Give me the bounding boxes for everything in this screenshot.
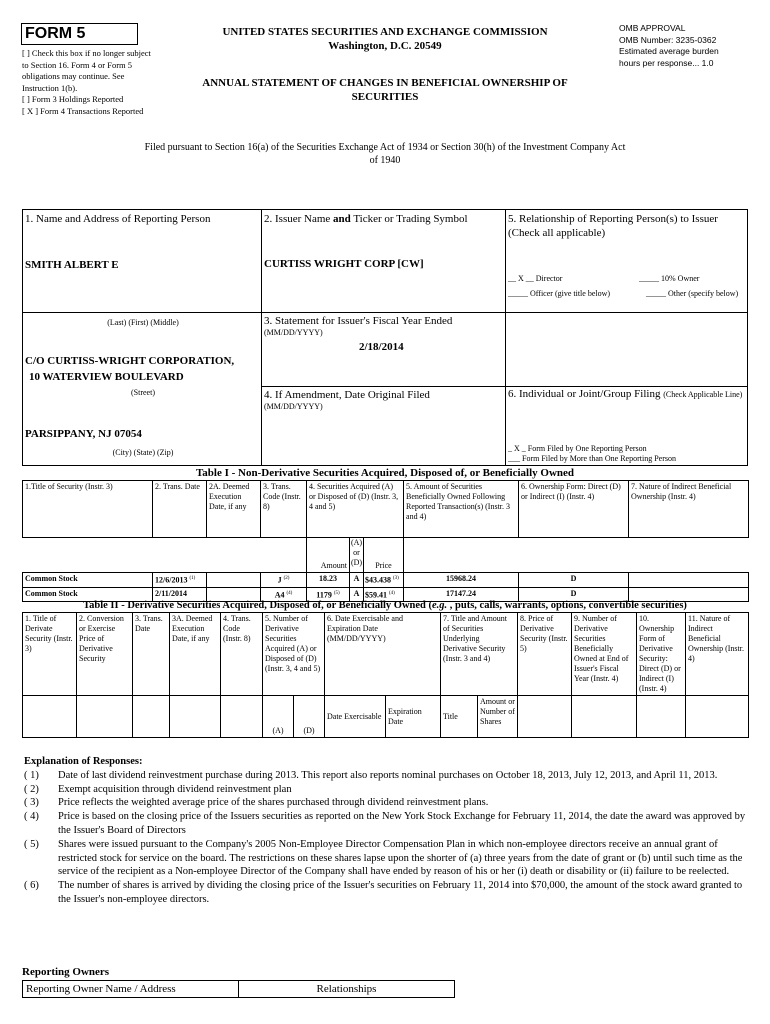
- rel-officer: _____ Officer (give title below): [508, 289, 611, 298]
- row-date: 2/11/2014: [153, 587, 207, 602]
- address-box: [22, 312, 262, 466]
- t2-sub-expiration: Expiration Date: [386, 696, 441, 738]
- relationship-box: [505, 209, 748, 313]
- t2-header-conversion: 2. Conversion or Exercise Price of Derivative Security: [77, 613, 133, 696]
- row-code-value: A4: [274, 590, 285, 600]
- footnote-number: ( 2): [24, 783, 39, 795]
- row-date-value: 12/6/2013: [155, 575, 188, 585]
- list-item: [24, 796, 754, 810]
- rel-other: _____ Other (specify below): [646, 289, 739, 298]
- row-deemed: [207, 573, 261, 588]
- t2-sub-a: (A): [263, 696, 294, 738]
- row-title: Common Stock: [23, 587, 153, 602]
- amendment-box: [261, 386, 506, 466]
- row-amount-value: 1179: [316, 590, 332, 600]
- street-label: (Street): [131, 388, 155, 397]
- owner-name-header: Reporting Owner Name / Address: [23, 981, 239, 998]
- fiscal-year-box: [261, 312, 506, 387]
- t2-sub-exercisable: Date Exercisable: [325, 696, 386, 738]
- t1-sub-amount: Amount: [307, 538, 350, 573]
- footnote-ref: (3): [393, 576, 399, 581]
- row-price-value: $59.41: [365, 590, 387, 600]
- filing-label: 6. Individual or Joint/Group Filing: [508, 388, 661, 400]
- row-form: D: [519, 573, 629, 588]
- check-notes: [22, 48, 152, 118]
- t1-header-acquired: 4. Securities Acquired (A) or Disposed of (D) (Instr. 3, 4 and 5): [307, 481, 404, 538]
- footnote-number: ( 3): [24, 797, 39, 809]
- t2-header-code: 4. Trans. Code (Instr. 8): [221, 613, 263, 696]
- table1-title: Table I - Non-Derivative Securities Acquired, Disposed of, or Beneficially Owned: [195, 467, 575, 479]
- t1-sub-price: Price: [364, 538, 404, 573]
- table2-title-b: , puts, calls, warrants, options, convertible securities): [447, 600, 687, 611]
- table2-title-a: Table II - Derivative Securities Acquired, Disposed of, or Beneficially Owned (: [83, 600, 432, 611]
- t1-header-deemed: 2A. Deemed Execution Date, if any: [207, 481, 261, 538]
- row-nature: [629, 573, 749, 588]
- relationship-label: 5. Relationship of Reporting Person(s) to Issuer (Check all applicable): [508, 213, 718, 239]
- footnote-number: ( 1): [24, 769, 39, 781]
- t2-header-underlying: 7. Title and Amount of Securities Underlying Derivative Security (Instr. 3 and 4): [441, 613, 518, 696]
- name-label: 1. Name and Address of Reporting Person: [25, 213, 211, 225]
- issuer-name: CURTISS WRIGHT CORP [CW]: [264, 258, 424, 270]
- omb-number: OMB Number: 3235-0362: [619, 34, 717, 45]
- form3-holdings-note: [ ] Form 3 Holdings Reported: [22, 94, 124, 105]
- filing-more-persons: ___ Form Filed by More than One Reporting Person: [508, 454, 676, 463]
- row-owned: 17147.24: [404, 587, 519, 602]
- omb-heading: OMB APPROVAL: [619, 23, 686, 33]
- fiscal-label: 3. Statement for Issuer's Fiscal Year Ended: [264, 315, 453, 327]
- filing-check: (Check Applicable Line): [663, 390, 743, 399]
- omb-approval: [619, 23, 749, 69]
- amendment-format: (MM/DD/YYYY): [264, 402, 323, 411]
- issuer-label: [264, 212, 468, 226]
- no-longer-subject-note: [ ] Check this box if no longer subject to Section 16. Form 4 or Form 5 obligations may continue. See Instruction 1(b).: [22, 48, 151, 93]
- filed-pursuant: Filed pursuant to Section 16(a) of the Securities Exchange Act of 1934 or Section 30(h) of the Investment Company Act of 1940: [144, 142, 626, 166]
- t2-header-owned: 9. Number of Derivative Securities Beneficially Owned at End of Issuer's Fiscal Year (Instr. 4): [572, 613, 637, 696]
- t2-header-date: 3. Trans. Date: [133, 613, 170, 696]
- t2-header-form: 10. Ownership Form of Derivative Security: Direct (D) or Indirect (I) (Instr. 4): [637, 613, 686, 696]
- t2-header-title: 1. Title of Derivate Security (Instr. 3): [23, 613, 77, 696]
- amendment-label: 4. If Amendment, Date Original Filed: [264, 389, 430, 401]
- city-state-zip: PARSIPPANY, NJ 07054: [25, 428, 142, 440]
- omb-hours: hours per response... 1.0: [619, 57, 714, 68]
- t1-header-form: 6. Ownership Form: Direct (D) or Indirect (I) (Instr. 4): [519, 481, 629, 538]
- footnote-number: ( 6): [24, 880, 39, 892]
- fiscal-year-end: 2/18/2014: [359, 341, 404, 353]
- row-code-value: J: [277, 575, 282, 585]
- fiscal-format: (MM/DD/YYYY): [264, 328, 323, 337]
- t2-header-exercisable: 6. Date Exercisable and Expiration Date (MM/DD/YYYY): [325, 613, 441, 696]
- footnote-text: Price is based on the closing price of the Issuers securities as reported on the New York Stock Exchange for February 11, 2014, the date the award was approved by the Issuer's Board of Directors: [58, 811, 746, 836]
- footnote-number: ( 4): [24, 811, 39, 823]
- issuer-box: [261, 209, 506, 313]
- footnote-text: Shares were issued pursuant to the Company's 2005 Non-Employee Director Compensation Plan in which non-employee directors receive an annual grant of restricted stock for service on the board. The restrictions on these shares lapse upon the shorter of (a) three years from the date of grant or (b) until such time as the service of the recipient as a Non-employee Director of the Company shall have ended by reason of his or her (i) death or disability or (ii) failure to be reelected.: [58, 838, 743, 878]
- rel-director: __ X __ Director: [508, 274, 563, 283]
- omb-burden: Estimated average burden: [619, 46, 719, 57]
- row-title: Common Stock: [23, 573, 153, 588]
- footnote-text: Price reflects the weighted average price of the shares purchased through dividend reinvestment plans.: [58, 797, 489, 809]
- t2-sub-title: Title: [441, 696, 478, 738]
- t1-header-title: 1.Title of Security (Instr. 3): [23, 481, 153, 538]
- reporting-owners-heading: Reporting Owners: [22, 966, 110, 978]
- row-amount: 18.23: [307, 573, 350, 588]
- table-row: [23, 573, 749, 588]
- t2-sub-d: (D): [294, 696, 325, 738]
- table2-title: [22, 599, 748, 612]
- blank-box: [505, 312, 748, 387]
- reporting-person-name: SMITH ALBERT E: [25, 259, 119, 271]
- form4-transactions-note: [ X ] Form 4 Transactions Reported: [22, 105, 144, 116]
- t2-header-price: 8. Price of Derivative Security (Instr. 5): [518, 613, 572, 696]
- footnote-ref: (4): [389, 590, 395, 596]
- row-code: [261, 573, 307, 588]
- row-price-value: $43.438: [365, 575, 391, 585]
- footnote-ref: (1): [189, 576, 196, 581]
- filing-label-wrap: [508, 388, 746, 401]
- t1-header-date: 2. Trans. Date: [153, 481, 207, 538]
- row-date: [153, 573, 207, 588]
- form-title: FORM 5: [21, 23, 138, 45]
- table2-title-eg: e.g.: [432, 600, 448, 611]
- relationships-header: Relationships: [239, 981, 455, 998]
- issuer-label-b: Ticker or Trading Symbol: [350, 213, 468, 225]
- list-item: [24, 810, 754, 838]
- list-item: [24, 783, 754, 797]
- filing-one-person: _ X _ Form Filed by One Reporting Person: [508, 444, 647, 453]
- t2-header-number: 5. Number of Derivative Securities Acquired (A) or Disposed of (D) (Instr. 3, 4 and 5): [263, 613, 325, 696]
- t2-sub-amount: Amount or Number of Shares: [478, 696, 518, 738]
- row-aord: A: [350, 573, 364, 588]
- address-line2: 10 WATERVIEW BOULEVARD: [29, 371, 184, 383]
- agency-address: Washington, D.C. 20549: [328, 40, 442, 52]
- list-item: [24, 879, 754, 907]
- t1-header-code: 3. Trans. Code (Instr. 8): [261, 481, 307, 538]
- list-item: [24, 769, 754, 783]
- address-line1: C/O CURTISS-WRIGHT CORPORATION,: [25, 355, 235, 367]
- t1-sub-aord: (A) or (D): [350, 538, 364, 573]
- reporting-owners-table: [22, 980, 455, 998]
- footnote-text: The number of shares is arrived by dividing the closing price of the Issuer's securities on February 11, 2014 into $70,000, the amount of the stock award granted to the Issuer's non-employee directors.: [58, 880, 743, 905]
- issuer-label-a: 2. Issuer Name: [264, 213, 334, 225]
- footnote-text: Exempt acquisition through dividend reinvestment plan: [58, 783, 292, 795]
- explanation-heading: Explanation of Responses:: [24, 756, 143, 767]
- city-label: (City) (State) (Zip): [112, 448, 174, 457]
- agency-title: [190, 25, 580, 53]
- footnote-ref: (5): [333, 590, 340, 596]
- t1-header-owned: 5. Amount of Securities Beneficially Owned Following Reported Transaction(s) (Instr. 3 and 4): [404, 481, 519, 538]
- t1-header-nature: 7. Nature of Indirect Beneficial Ownership (Instr. 4): [629, 481, 749, 538]
- footnote-ref: (2): [283, 576, 290, 581]
- table1: [22, 480, 749, 602]
- list-item: [24, 838, 754, 879]
- t2-header-deemed: 3A. Deemed Execution Date, if any: [170, 613, 221, 696]
- reporting-person-box: [22, 209, 262, 313]
- name-format-label: (Last) (First) (Middle): [107, 318, 179, 327]
- rel-ten-percent-owner: _____ 10% Owner: [639, 274, 700, 283]
- row-form: D: [519, 587, 629, 602]
- footnote-number: ( 5): [24, 838, 39, 850]
- table2: [22, 612, 749, 738]
- row-price: [364, 573, 404, 588]
- explanation-of-responses: [24, 755, 754, 907]
- filing-box: [505, 386, 748, 466]
- footnote-text: Date of last dividend reinvestment purchase during 2013. This report also reports nominal purchases on October 18, 2013, July 12, 2013, and April 11, 2013.: [58, 769, 718, 781]
- t2-header-nature: 11. Nature of Indirect Beneficial Ownership (Instr. 4): [686, 613, 749, 696]
- agency-name: UNITED STATES SECURITIES AND EXCHANGE COMMISSION: [222, 26, 548, 38]
- row-aord: A: [350, 587, 364, 602]
- statement-title: ANNUAL STATEMENT OF CHANGES IN BENEFICIAL OWNERSHIP OF SECURITIES: [202, 77, 568, 103]
- footnote-ref: (4): [286, 590, 293, 596]
- row-owned: 15968.24: [404, 573, 519, 588]
- issuer-label-and: and: [333, 213, 351, 225]
